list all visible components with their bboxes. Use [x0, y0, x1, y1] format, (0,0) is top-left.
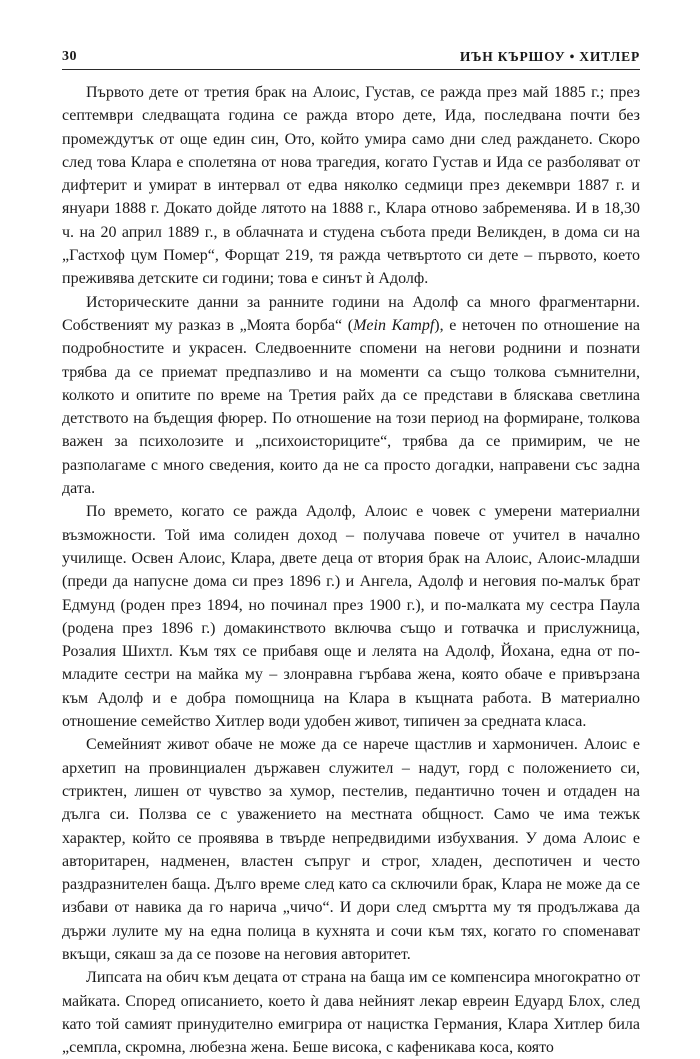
running-header	[62, 45, 640, 70]
paragraph-5: Липсата на обич към децата от страна на баща им се компенсира многократно от майката. Според описанието, което ѝ дава нейният лекар евреин Едуард Блох, след като той самият принудително емигрира от нацистка Германия, Клара Хитлер била „семпла, скромна, любезна жена. Беше висока, с кафеникава коса, която	[62, 969, 640, 1057]
book-title-header: ИЪН КЪРШОУ • ХИТЛЕР	[459, 49, 640, 64]
paragraph-1: Първото дете от третия брак на Алоис, Густав, се ражда през май 1885 г.; през септември следващата година се ражда второ дете, Ида, последвана почти без промеждутък от още един син, Ото, който умира само дни след раждането. Скоро след това Клара е сполетяна от нова трагедия, когато Густав и Ида се разболяват от дифтерит и умират в интервал от едва няколко седмици през декември 1887 г. и януари 1888 г. Докато дойде лятото на 1888 г., Клара отново забременява. И в 18,30 ч. на 20 април 1889 г., в облачната и студена събота преди Великден, в дома си на „Гастхоф цум Помер“, Форщат 219, тя ражда четвъртото си дете – първото, което преживява детските си години; това е синът ѝ Адолф.	[62, 84, 640, 288]
paragraph-3: По времето, когато се ражда Адолф, Алоис е човек с умерени материални възможности. Той има солиден доход – получава повече от учител в начално училище. Освен Алоис, Клара, двете деца от втория брак на Алоис, Алоис-младши (преди да напусне дома си през 1896 г.) и Ангела, Адолф и неговия по-малък брат Едмунд (роден през 1894, но починал през 1900 г.), и по-малката му сестра Паула (родена през 1896 г.) домакинството включва също и готвачка и прислужница, Розалия Шихтл. Към тях се прибавя още и лелята на Адолф, Йохана, една от по-младите сестри на майка му – злонравна гърбава жена, която обаче е привързана към Адолф и е добра помощница на Клара в къщната работа. В материално отношение семейство Хитлер води удобен живот, типичен за средната класа.	[62, 503, 640, 731]
paragraph-2: Историческите данни за ранните години на Адолф са много фрагментарни. Собственият му разказ в „Моята борба“ (Mein Kampf), е неточен по отношение на подробностите и украсен. Следвоенните спомени на негови роднини и познати трябва да се приемат предпазливо и на моменти са също толкова съмнителни, колкото и опитите по време на Третия райх да се представи в бляскава светлина детството на бъдещия фюрер. По отношение на този период на формиране, толкова важен за психолозите и „психоисториците“, трябва да се примирим, че не разполагаме с много сведения, които да не са просто догадки, направени със задна дата.	[62, 293, 641, 498]
paragraph-4: Семейният живот обаче не може да се нарече щастлив и хармоничен. Алоис е архетип на провинциален държавен служител – надут, горд с положението си, стриктен, лишен от чувство за хумор, пестелив, педантично точен и отдаден на дълга си. Ползва се с уважението на местната общност. Само че има тежък характер, който се проявява в твърде непредвидими избухвания. У дома Алоис е авторитарен, надменен, властен съпруг и строг, хладен, деспотичен и често раздразнителен баща. Дълго време след като са сключили брак, Клара не може да се избави от навика да го нарича „чичо“. И дори след смъртта му тя продължава да държи лулите му на една полица в кухнята и сочи към тях, когато го споменават вкъщи, сякаш за да се позове на неговия авторитет.	[62, 736, 640, 963]
page-number: 30	[62, 49, 77, 64]
body-text	[62, 81, 640, 1059]
